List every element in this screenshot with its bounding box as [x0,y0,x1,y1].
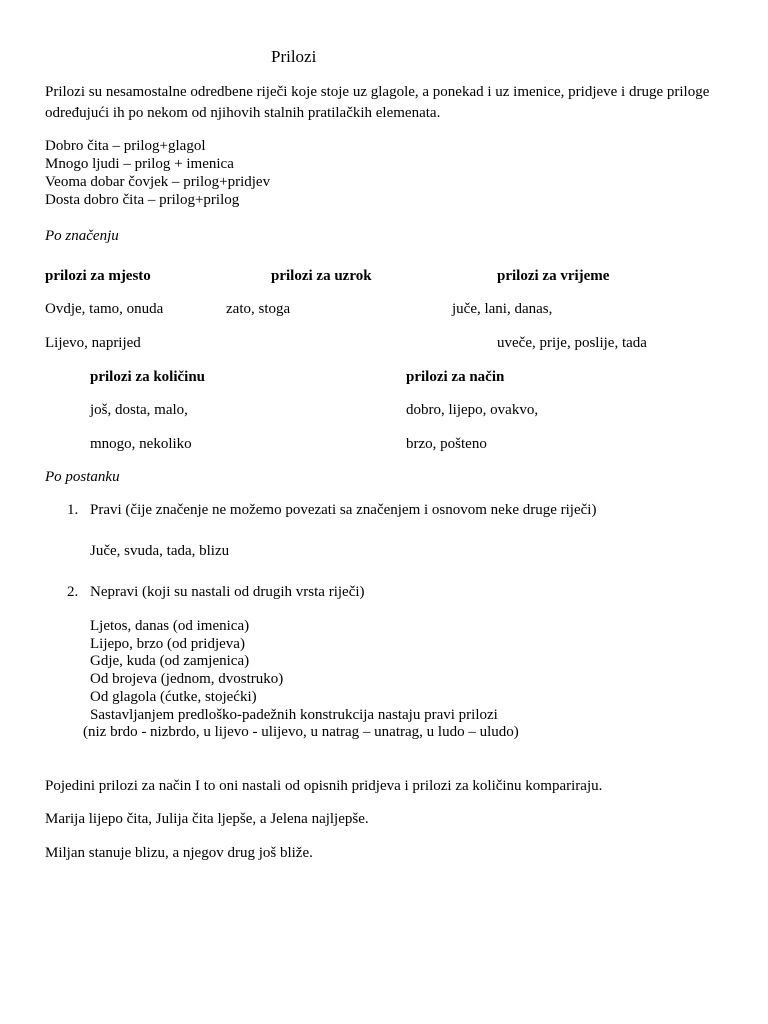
example-line: Dosta dobro čita – prilog+prilog [45,192,240,208]
kolicina-examples-2: mnogo, nekoliko [90,436,192,452]
nepravi-example-line: Od glagola (ćutke, stojećki) [90,689,257,705]
page-title: Prilozi [271,47,317,66]
vrijeme-examples-2: uveče, prije, poslije, tada [497,335,647,351]
label-prilozi-za-nacin: prilozi za način [406,369,505,385]
pravi-examples: Juče, svuda, tada, blizu [90,543,230,559]
closing-example: Miljan stanuje blizu, a njegov drug još bliže. [45,845,313,861]
vrijeme-examples-1: juče, lani, danas, [452,301,553,317]
nepravi-example-line: Gdje, kuda (od zamjenica) [90,653,250,669]
nepravi-example-line: Od brojeva (jednom, dvostruko) [90,671,284,687]
intro-line-1: Prilozi su nesamostalne odredbene riječi koje stoje uz glagole, a ponekad i uz imenice, pridjeve i druge priloge [45,84,710,100]
mjesto-examples-2: Lijevo, naprijed [45,335,141,351]
section-heading-po-postanku: Po postanku [45,469,120,485]
example-line: Dobro čita – prilog+glagol [45,138,206,154]
list-number: 1. [67,502,79,518]
label-prilozi-za-mjesto: prilozi za mjesto [45,268,151,284]
nepravi-example-line: Lijepo, brzo (od pridjeva) [90,636,245,652]
label-prilozi-za-vrijeme: prilozi za vrijeme [497,268,610,284]
kolicina-examples-1: još, dosta, malo, [90,402,188,418]
label-prilozi-za-kolicinu: prilozi za količinu [90,369,206,385]
closing-paragraph: Pojedini prilozi za način I to oni nastali od opisnih pridjeva i prilozi za količinu kompariraju. [45,778,603,794]
section-heading-po-znacenju: Po značenju [45,228,119,244]
nepravi-note: (niz brdo - nizbrdo, u lijevo - ulijevo, u natrag – unatrag, u ludo – uludo) [83,724,519,740]
closing-example: Marija lijepo čita, Julija čita ljepše, a Jelena najljepše. [45,811,369,827]
nepravi-example-line: Ljetos, danas (od imenica) [90,618,250,634]
list-number: 2. [67,584,79,600]
label-prilozi-za-uzrok: prilozi za uzrok [271,268,372,284]
nacin-examples-1: dobro, lijepo, ovakvo, [406,402,539,418]
example-line: Veoma dobar čovjek – prilog+pridjev [45,174,271,190]
uzrok-examples-1: zato, stoga [226,301,291,317]
nacin-examples-2: brzo, pošteno [406,436,487,452]
list-item-pravi: Pravi (čije značenje ne možemo povezati sa značenjem i osnovom neke druge riječi) [90,502,597,518]
nepravi-example-line: Sastavljanjem predloško-padežnih konstrukcija nastaju pravi prilozi [90,707,498,723]
intro-line-2: određujući ih po nekom od njihovih stalnih pratilačkih elemenata. [45,105,441,121]
list-item-nepravi: Nepravi (koji su nastali od drugih vrsta riječi) [90,584,365,600]
example-line: Mnogo ljudi – prilog + imenica [45,156,234,172]
mjesto-examples-1: Ovdje, tamo, onuda [45,301,164,317]
